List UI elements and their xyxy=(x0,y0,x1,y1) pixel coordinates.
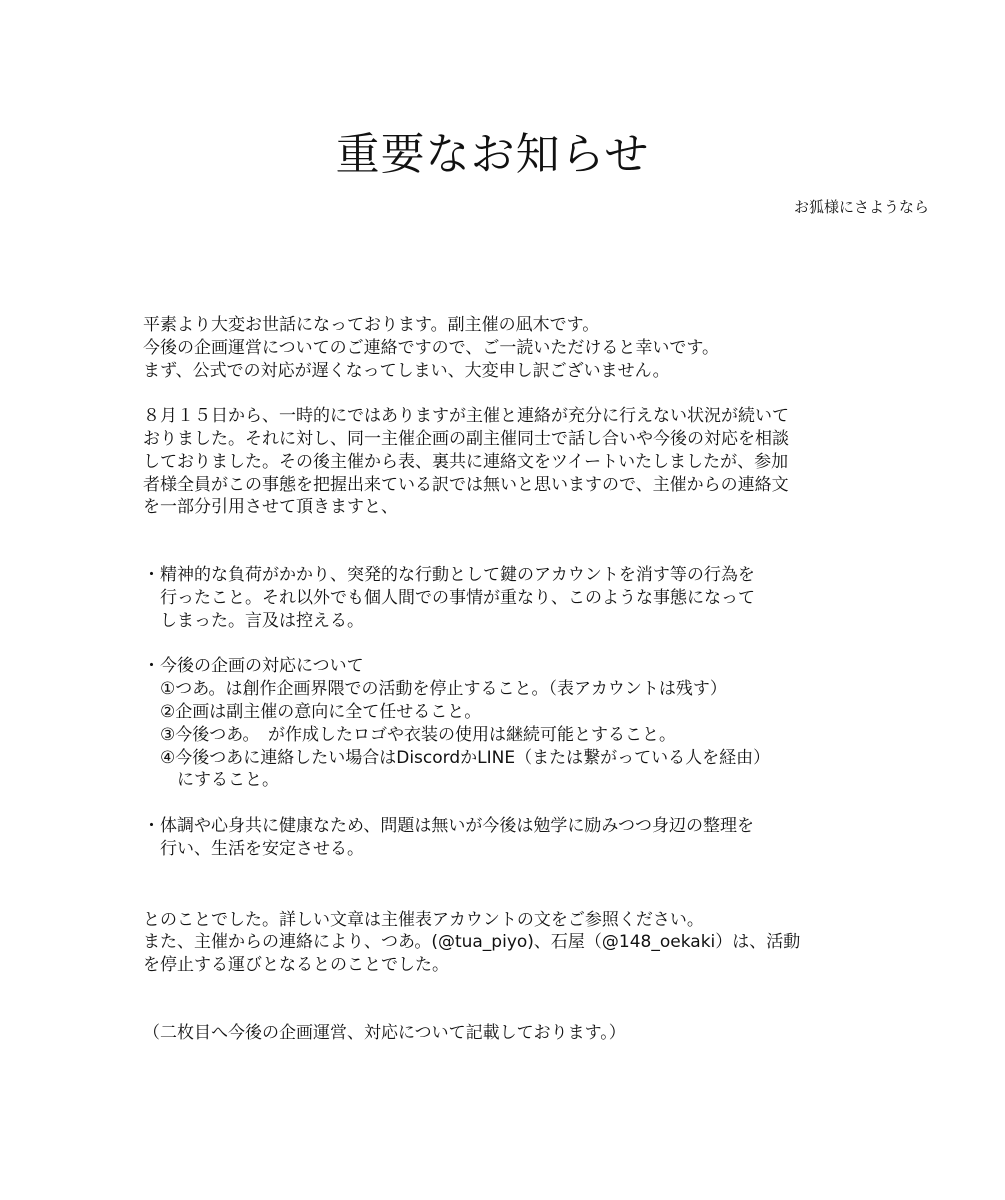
intro-paragraph xyxy=(143,314,873,382)
text-line: また、主催からの連絡により、つあ。(@tua_piyo)、石屋（@148_oekaki）は、活動 xyxy=(143,932,801,953)
notice-body xyxy=(143,314,873,1045)
text-line: とのことでした。詳しい文章は主催表アカウントの文をご参照ください。 xyxy=(143,909,704,930)
text-line: しておりました。その後主催から表、裏共に連絡文をツイートいたしましたが、参加 xyxy=(143,451,789,472)
text-line: しまった。言及は控える。 xyxy=(143,610,364,631)
background-paragraph xyxy=(143,405,873,519)
text-line: を一部分引用させて頂きますと、 xyxy=(143,497,398,518)
continuation-note: （二枚目へ今後の企画運営、対応について記載しております。） xyxy=(143,1022,626,1043)
closing-paragraph xyxy=(143,909,873,977)
text-line: を停止する運びとなるとのことでした。 xyxy=(143,955,449,976)
text-line: ③今後つあ。 が作成したロゴや衣装の使用は継続可能とすること。 xyxy=(143,724,677,745)
text-line: ・精神的な負荷がかかり、突発的な行動として鍵のアカウントを消す等の行為を xyxy=(143,565,755,586)
text-line: 者様全員がこの事態を把握出来ている訳では無いと思いますので、主催からの連絡文 xyxy=(143,474,789,495)
text-line: 行ったこと。それ以外でも個人間での事情が重なり、このような事態になって xyxy=(143,587,755,608)
bullet-item-1 xyxy=(143,564,873,632)
bullet-item-3 xyxy=(143,815,873,861)
text-line: ①つあ。は創作企画界隈での活動を停止すること。（表アカウントは残す） xyxy=(143,679,727,700)
text-line: 行い、生活を安定させる。 xyxy=(143,838,364,859)
text-line: まず、公式での対応が遅くなってしまい、大変申し訳ございません。 xyxy=(143,360,670,381)
notice-title: 重要なお知らせ xyxy=(335,129,650,180)
text-line: にすること。 xyxy=(143,770,279,791)
text-line: おりました。それに対し、同一主催企画の副主催同士で話し合いや今後の対応を相談 xyxy=(143,428,789,449)
text-line: ④今後つあに連絡したい場合はDiscordかLINE（または繋がっている人を経由） xyxy=(143,747,771,768)
text-line: ②企画は副主催の意向に全て任せること。 xyxy=(143,701,482,722)
group-name: お狐様にさようなら xyxy=(793,198,929,216)
text-line: ８月１５日から、一時的にではありますが主催と連絡が充分に行えない状況が続いて xyxy=(143,406,789,427)
text-line: 今後の企画運営についてのご連絡ですので、ご一読いただけると幸いです。 xyxy=(143,337,719,358)
text-line: 平素より大変お世話になっております。副主催の凪木です。 xyxy=(143,315,600,335)
text-line: ・今後の企画の対応について xyxy=(143,656,364,677)
bullet-item-2 xyxy=(143,655,873,792)
text-line: ・体調や心身共に健康なため、問題は無いが今後は勉学に励みつつ身辺の整理を xyxy=(143,815,754,836)
